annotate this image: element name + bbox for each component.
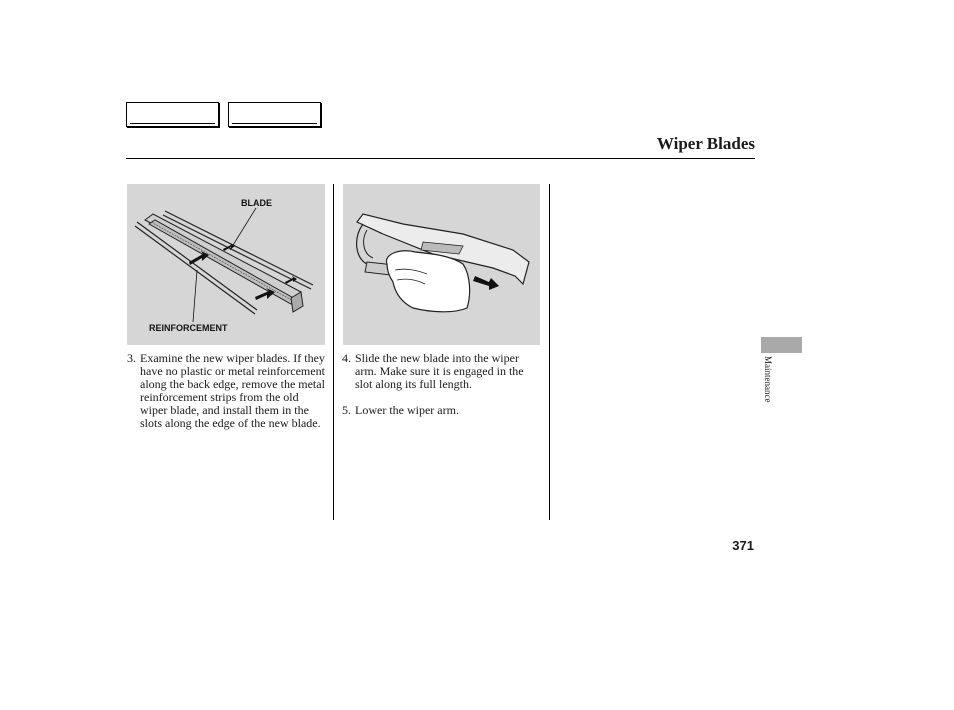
step-number: 4. <box>342 351 351 365</box>
section-tab-maintenance[interactable] <box>761 337 802 353</box>
step-text: Lower the wiper arm. <box>355 403 459 417</box>
title-divider <box>126 158 755 159</box>
column-divider <box>333 184 334 520</box>
step-text: Slide the new blade into the wiper arm. Make sure it is engaged in the slot along its full length. <box>355 351 524 391</box>
nav-button-previous[interactable] <box>126 102 219 127</box>
page-number: 371 <box>732 538 754 553</box>
section-label: Maintenance <box>763 356 773 403</box>
blade-install-illustration <box>343 184 540 345</box>
column-divider <box>549 184 550 520</box>
step-number: 3. <box>127 351 136 365</box>
step-number: 5. <box>342 403 351 417</box>
reinforcement-label: REINFORCEMENT <box>149 323 228 333</box>
nav-button-next[interactable] <box>228 102 321 127</box>
step-text: Examine the new wiper blades. If they have no plastic or metal reinforcement along the back edge, remove the metal reinforcement strips from the old wiper blade, and install them in the slots along the edge of the new blade. <box>140 351 325 430</box>
blade-install-figure <box>343 184 540 345</box>
blade-reinforcement-figure <box>127 184 325 345</box>
blade-label: BLADE <box>241 198 272 208</box>
blade-reinforcement-illustration <box>127 184 325 345</box>
page-title: Wiper Blades <box>656 134 755 153</box>
